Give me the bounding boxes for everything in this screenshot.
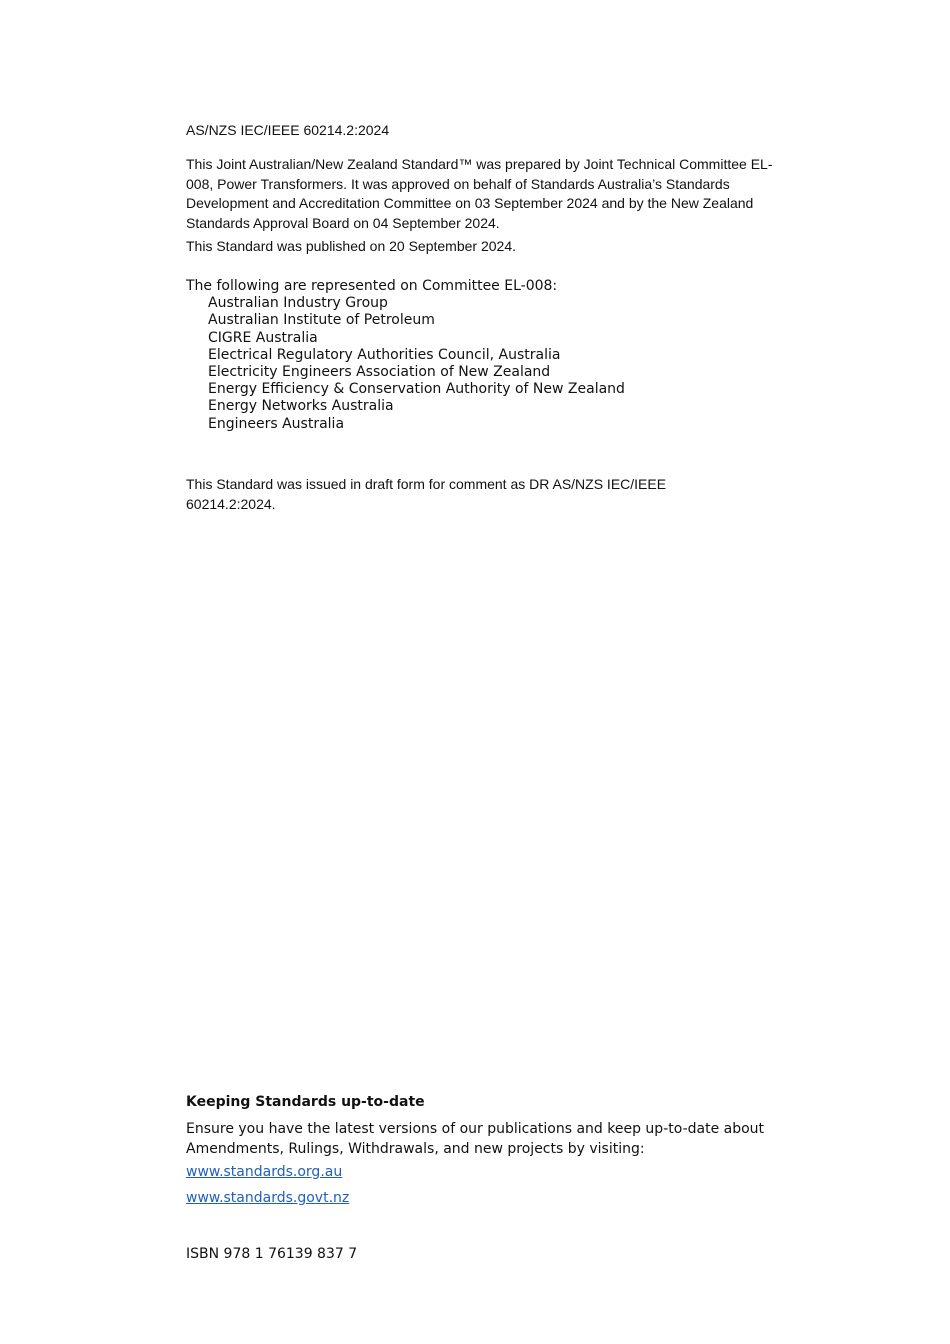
committee-org: Engineers Australia <box>208 415 345 432</box>
committee-org: Electrical Regulatory Authorities Council, Australia <box>208 346 561 363</box>
committee-org: Australian Institute of Petroleum <box>208 312 435 329</box>
committee-org: Electricity Engineers Association of New Zealand <box>208 364 551 381</box>
preparation-statement: This Joint Australian/New Zealand Standard™ was prepared by Joint Technical Committee EL-008, Power Transformers. It was approved on behalf of Standards Australia’s Standards Development and Accreditation Committee on 03 September 2024 and by the New Zealand Standards Approval Board on 04 September 2024. <box>186 156 773 231</box>
committee-org: Energy Networks Australia <box>208 398 394 415</box>
keeping-up-to-date-title: Keeping Standards up-to-date <box>186 1094 425 1110</box>
committee-heading: The following are represented on Committee EL-008: <box>186 278 558 294</box>
standards-australia-link[interactable]: www.standards.org.au <box>186 1164 343 1180</box>
document-identifier: AS/NZS IEC/IEEE 60214.2:2024 <box>186 122 390 138</box>
committee-org: CIGRE Australia <box>208 329 318 346</box>
publication-date-statement: This Standard was published on 20 September 2024. <box>186 238 516 254</box>
standards-nz-link[interactable]: www.standards.govt.nz <box>186 1190 350 1206</box>
committee-representation <box>186 278 786 433</box>
committee-org: Australian Industry Group <box>208 295 388 312</box>
draft-note: This Standard was issued in draft form for comment as DR AS/NZS IEC/IEEE 60214.2:2024. <box>186 476 667 512</box>
keeping-up-to-date-body: Ensure you have the latest versions of our publications and keep up-to-date about Amendments, Rulings, Withdrawals, and new projects by visiting: <box>186 1121 765 1157</box>
isbn: ISBN 978 1 76139 837 7 <box>186 1246 358 1262</box>
committee-org: Energy Efficiency & Conservation Authority of New Zealand <box>208 381 625 398</box>
